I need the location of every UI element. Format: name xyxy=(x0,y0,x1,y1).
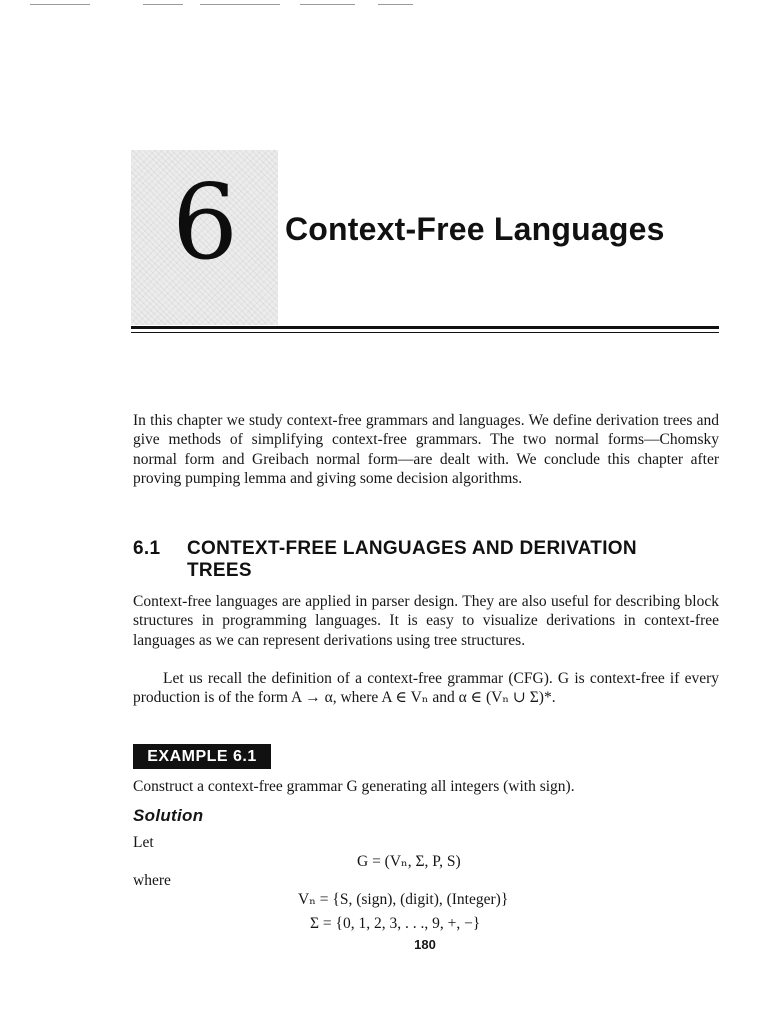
chapter-title: Context-Free Languages xyxy=(285,211,665,247)
solution-let: Let xyxy=(133,834,154,851)
section-paragraph-2 xyxy=(133,669,719,708)
section-title-line1: CONTEXT-FREE LANGUAGES AND DERIVATION xyxy=(187,538,637,559)
grammar-definition: G = (Vₙ, Σ, P, S) xyxy=(357,853,461,870)
scan-rule xyxy=(200,4,280,5)
nonterminal-set: Vₙ = {S, (sign), (digit), (Integer)} xyxy=(298,891,509,908)
title-rule-thick xyxy=(131,326,719,329)
solution-where: where xyxy=(133,872,171,889)
title-rule-thin xyxy=(131,332,719,333)
page-number: 180 xyxy=(414,937,436,952)
intro-paragraph: In this chapter we study context-free grammars and languages. We define derivation trees and give methods of simplifying context-free grammars. The two normal forms—Chomsky normal form and Greibach normal form—are dealt with. We conclude this chapter after proving pumping lemma and giving some decision algorithms. xyxy=(133,412,719,488)
section-heading xyxy=(133,538,719,582)
terminal-set: Σ = {0, 1, 2, 3, . . ., 9, +, −} xyxy=(310,915,481,932)
scan-rule xyxy=(30,4,90,5)
section-title-line2: TREES xyxy=(187,560,252,581)
section-number: 6.1 xyxy=(133,538,161,559)
section-paragraph-2-text: Let us recall the definition of a context-free grammar (CFG). G is context-free if every production is of the form A → α, where A ∈ Vₙ and α ∈ (Vₙ ∪ Σ)*. xyxy=(133,670,719,707)
scan-rule xyxy=(300,4,355,5)
scan-rule xyxy=(143,4,183,5)
example-label: EXAMPLE 6.1 xyxy=(133,744,271,769)
section-paragraph-1: Context-free languages are applied in parser design. They are also useful for describing block structures in programming languages. It is easy to visualize derivations in context-free languages as we can represent derivations using tree structures. xyxy=(133,593,719,649)
scan-rule xyxy=(378,4,413,5)
chapter-number: 6 xyxy=(172,161,239,283)
example-statement: Construct a context-free grammar G generating all integers (with sign). xyxy=(133,778,575,795)
solution-heading: Solution xyxy=(133,806,204,825)
